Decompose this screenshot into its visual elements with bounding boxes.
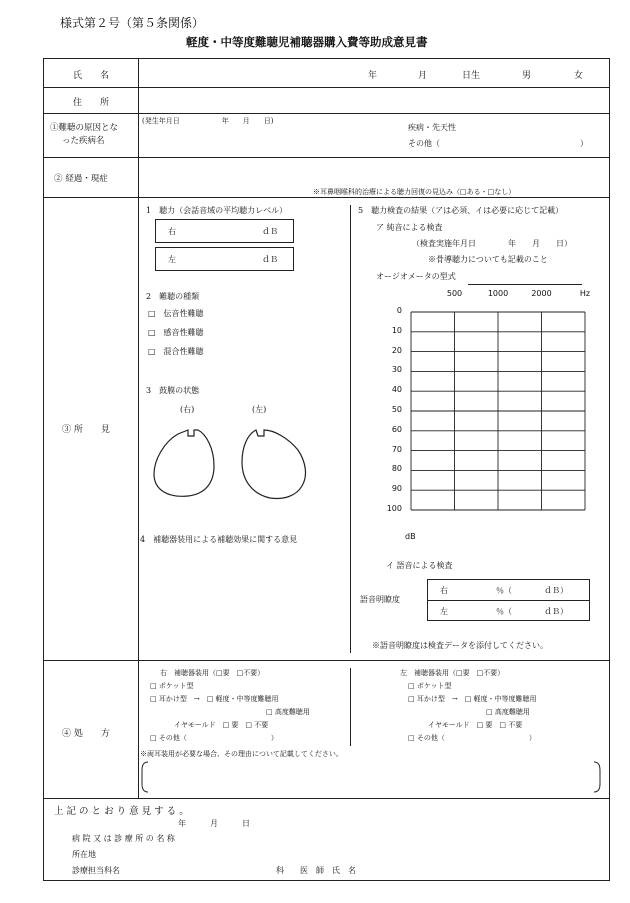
name-label: 氏 名 [73,71,110,81]
audiogram-y-tick: 10 [391,325,402,335]
cause-label-2: った疾病名 [62,136,105,146]
hearing-title: 1 聴力（会話音域の平均聴力レベル） [146,206,288,215]
left-earmold[interactable]: イヤモールド □ 要 □ 不要 [428,721,523,729]
speech-right-label: 右 [440,586,448,595]
audiogram-grid[interactable] [410,308,586,514]
opinion-date[interactable]: 年 月 日 [178,819,250,828]
recovery-note: ※耳鼻咽喉科的治療による聴力回復の見込み（□ある・□なし） [313,188,516,196]
name-field[interactable] [140,60,360,85]
female-option[interactable]: 女 [574,71,584,81]
hearing-right-db: ｄＢ [262,227,278,236]
birth-day-label: 日生 [462,71,481,81]
eardrum-left-shape [242,430,305,499]
eardrum-left-label: (左) [252,405,267,414]
eardrum-right-shape [154,430,214,496]
right-other[interactable]: □ その他（ ） [150,734,278,742]
disease-other: その他（ [408,139,440,148]
audiogram-y-tick: 80 [391,464,402,474]
left-high[interactable]: □ 高度難聴用 [486,708,530,716]
disease-other-close: ） [580,139,588,148]
right-aid-title[interactable]: 右 補聴器装用（□要 □不要） [160,669,265,677]
audiometer-label: オージオメータの型式 [376,272,456,281]
audiogram [410,308,586,517]
location-label: 所在地 [72,850,96,859]
history-label: ② 経過・現症 [54,174,108,184]
right-ear-hook[interactable]: □ 耳かけ型 → □ 軽度・中等度難聴用 [150,695,279,703]
birth-month-label: 月 [418,71,428,81]
cause-label-1: ①難聴の原因とな [50,123,119,133]
department-label: 診療担当科名 [72,866,120,875]
speech-right-value: ％（ ｄＢ） [496,586,568,595]
left-ear-hook[interactable]: □ 耳かけ型 → □ 軽度・中等度難聴用 [408,695,537,703]
left-pocket[interactable]: □ ポケット型 [408,682,452,690]
pure-tone-title: ア 純音による検査 [376,223,443,232]
audiogram-y-tick: 40 [391,385,402,395]
right-pocket[interactable]: □ ポケット型 [150,682,194,690]
male-option[interactable]: 男 [522,71,532,81]
form-title: 軽度・中等度難聴児補聴器購入費等助成意見書 [186,35,428,49]
history-field[interactable] [140,159,608,185]
hospital-name-label: 病 院 又 は 診 療 所 の 名 称 [72,834,175,843]
right-earmold[interactable]: イヤモールド □ 要 □ 不要 [174,721,269,729]
audiogram-y-tick: 50 [391,405,402,414]
speech-left-label: 左 [440,607,448,616]
onset-date: (発生年月日 年 月 日) [142,117,274,125]
audiogram-y-tick: 0 [396,306,402,315]
speech-clarity-label: 語音明瞭度 [360,595,400,604]
address-field[interactable] [140,89,608,111]
left-other[interactable]: □ その他（ ） [408,734,536,742]
opinion-statement: 上 記 の と お り 意 見 す る 。 [54,806,189,817]
findings-label: ③ 所 見 [62,425,110,435]
audiogram-x-tick: Hz [579,289,591,298]
type-conductive[interactable]: □ 伝音性難聴 [148,309,204,318]
right-high[interactable]: □ 高度難聴用 [266,708,310,716]
aid-effect-field[interactable] [140,548,346,648]
type-sensorineural[interactable]: □ 感音性難聴 [148,328,204,337]
both-ears-note: ※両耳装用が必要な場合、その理由について記載してください。 [140,750,343,758]
hearing-right-label: 右 [168,227,176,236]
both-ears-reason-field[interactable] [140,760,602,794]
audiometer-field[interactable] [468,284,582,285]
audiogram-y-tick: 90 [391,484,402,494]
eardrum-title: 3 鼓膜の状態 [146,386,200,395]
audiogram-x-tick: 500 [446,289,463,298]
aid-effect-title: 4 補聴器装用による補聴効果に関する意見 [140,535,298,544]
hearing-left-label: 左 [168,255,176,264]
test-title: 5 聴力検査の結果（アは必須、イは必要に応じて記載） [358,206,564,215]
audiogram-x-tick: 1000 [487,289,509,298]
bone-conduction-note: ※骨導聴力についても記載のこと [428,255,548,264]
type-title: 2 難聴の種類 [146,292,200,301]
audiogram-y-tick: 20 [391,345,402,355]
address-label: 住 所 [73,98,110,108]
audiogram-y-tick: 70 [391,444,402,454]
audiogram-y-tick: 30 [391,365,402,375]
form-number: 様式第２号（第５条関係） [60,16,205,30]
type-mixed[interactable]: □ 混合性難聴 [148,347,204,356]
eardrum-drawing [148,422,318,502]
disease-congenital: 疾病・先天性 [408,123,456,132]
prescription-label: ④ 処 方 [62,729,110,739]
test-date: （検査実施年月日 年 月 日） [412,239,572,248]
speech-test-title: イ 語音による検査 [386,561,453,570]
label-column-divider [138,58,139,798]
eardrum-right-label: (右) [180,405,195,414]
hearing-left-db: ｄＢ [262,255,278,264]
prescription-divider [350,668,351,746]
speech-note: ※語音明瞭度は検査データを添付してください。 [372,641,548,650]
speech-left-value: ％（ ｄＢ） [496,607,568,616]
doctor-name-label: 科 医 師 氏 名 [276,866,356,875]
left-aid-title[interactable]: 左 補聴器装用（□要 □不要） [400,669,505,677]
birth-year-label: 年 [368,71,378,81]
audiogram-x-tick: 2000 [531,289,552,298]
findings-divider [350,205,351,653]
audiogram-y-tick: 60 [391,424,402,434]
audiogram-unit: dB [405,532,416,541]
audiogram-y-tick: 100 [386,504,402,513]
